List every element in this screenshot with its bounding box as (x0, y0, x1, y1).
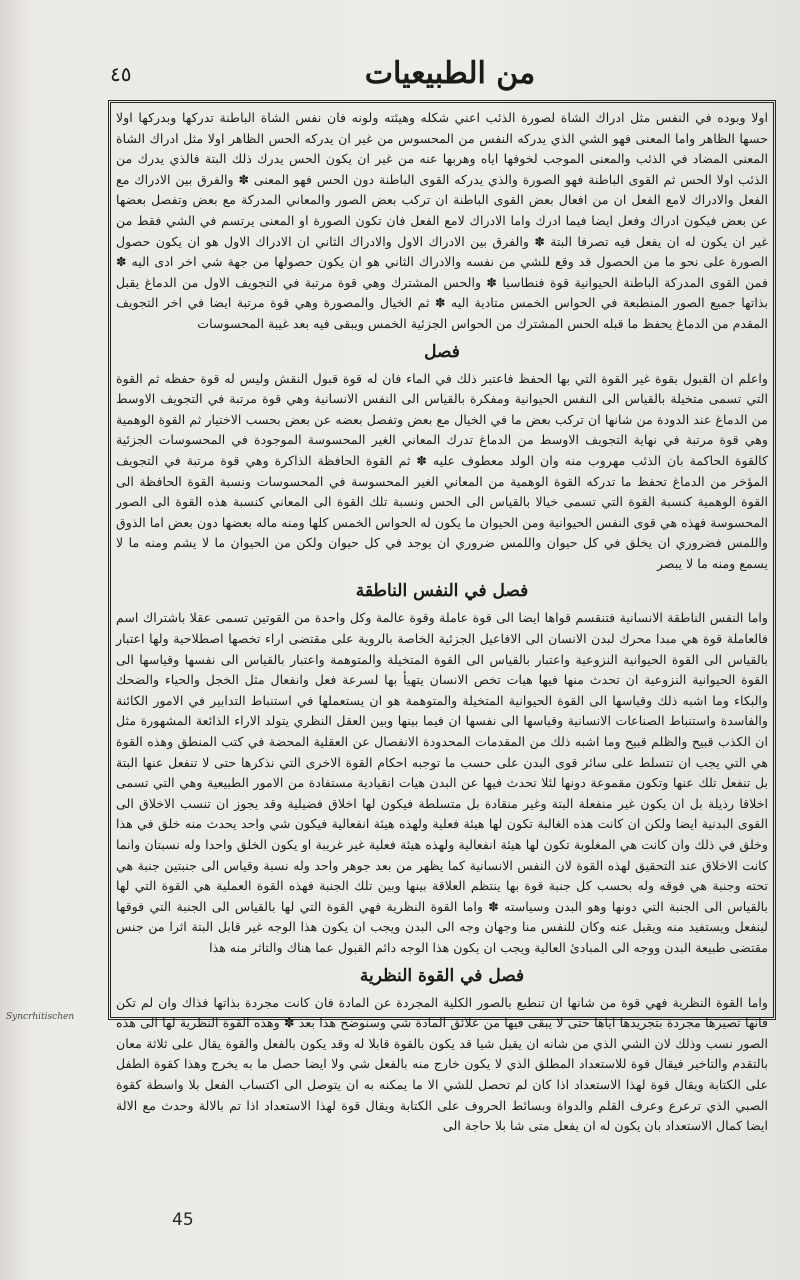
page-number-top: ٤٥ (110, 62, 132, 86)
running-title: من الطبيعيات (364, 56, 536, 91)
section-heading: فصل (424, 341, 460, 362)
main-text (116, 108, 768, 1134)
paragraph: واما القوة النظرية فهي قوة من شانها ان تنطبع بالصور الكلية المجردة عن المادة فان كانت مجردة بذاتها فذاك وان لم تكن فانها تصيرها مجردة بتجريدها اياها حتى لا يبقى فيها من علائق المادة شي وسنوضح هذا بعد ✽ وهذه القوة النظرية لها الى هذه الصور نسب وذلك لان الشي الذي من شانه ان يقبل شيا قد يكون بالقوة قابلا له وقد يكون بالفعل والقوة يقال على ثلاثة معان بالتقدم والتاخير فيقال قوة للاستعداد المطلق الذي لا يكون خارج منه بالفعل شي ولا ايضا حصل ما به يخرج وهذا كقوة الطفل على الكتابة ويقال قوة لهذا الاستعداد اذا كان لم تحصل للشي الا ما يمكنه به ان يتوصل الى اكتساب الفعل بلا واسطة كقوة الصبي الذي ترعرع وعرف القلم والدواة وبسائط الحروف على الكتابة ويقال قوة لهذا الاستعداد اذا تم بالالة وحدث مع الالة ايضا كمال الاستعداد بان يكون له ان يفعل متى شا بلا حاجة الى (116, 994, 768, 1134)
paragraph: واما النفس الناطقة الانسانية فتنقسم قواها ايضا الى قوة عاملة وقوة عالمة وكل واحدة من القوتين تسمى عقلا باشتراك اسم فالعاملة قوة هي مبدا محرك لبدن الانسان الى الافاعيل الجزئية الخاصة بالروية على مقتضى اراء تخصها اصطلاحية ولها اعتبار بالقياس الى القوة الحيوانية النزوعية واعتبار بالقياس الى القوة المتخيلة والمتوهمة واعتبار بالقياس الى نفسها وقياسها الى القوة الحيوانية النزوعية ان تحدث منها فيها هيات تخص الانسان يتهيأ بها لسرعة فعل وانفعال مثل الخجل والحياء والضحك والبكاء وما اشبه ذلك وقياسها الى القوة الحيوانية المتخيلة والمتوهمة هو ان يستعملها في استنباط التدابير في الامور الكائنة والفاسدة واستنباط الصناعات الانسانية وقياسها الى نفسها ان فيما بينها وبين العقل النظري يتولد الاراء الذائعة المشهورة مثل ان الكذب قبيح والظلم قبيح وما اشبه ذلك من المقدمات المحدودة الانفصال عن العقلية المحضة في كتب المنطق وهذه القوة هي التي يجب ان تتسلط على سائر قوى البدن على حسب ما توجبه احكام القوة الاخرى التي نذكرها حتى لا تنفعل عنها البتة بل تنفعل تلك عنها وتكون مقموعة دونها لئلا تحدث فيها عن البدن هيات انقيادية مستفادة من الامور الطبيعية وهي التي تسمى اخلاقا رذيلة بل ان يكون غير منفعلة البتة وغير منقادة بل متسلطة فيكون لها اخلاق فضيلية وقد يجوز ان تنسب الاخلاق الى القوى البدنية ايضا ولكن ان كانت هذه الغالبة تكون لها هيئة فعلية ولهذه هيئة انفعالية فيكون شي واحد يحدث منه خلق في هذا وخلق في ذلك وان كانت هي المغلوبة تكون لها هيئة انفعالية ولهذه هيئة فعلية غير غريبة او يكون الخلق واحدا وله نسبتان وانما كانت الاخلاق عند التحقيق لهذه القوة لان النفس الانسانية كما يظهر من بعد جوهر واحد وله نسبة وقياس الى جنبتين جنبة هي تحته وجنبة هي فوقه وله بحسب كل جنبة قوة بها ينتظم العلاقة بينها وبين تلك الجنبة فهذه القوة العملية هي القوة التي لها بالقياس الى الجنبة التي دونها وهو البدن وسياسته ✽ واما القوة النظرية فهي القوة التي لها بالقياس الى الجنبة التي فوقها لينفعل ويستفيد منه ويقبل عنه وكان للنفس منا وجهان وجه الى البدن ويجب ان يكون هذا الوجه غير قابل البتة اثرا من جنس مقتضى طبيعة البدن ووجه الى المبادئ العالية ويجب ان يكون هذا الوجه دائم القبول عما هناك والتاثر منه هذا (116, 610, 768, 955)
paragraph: واعلم ان القبول بقوة غير القوة التي بها الحفظ فاعتبر ذلك في الماء فان له قوة قبول النقش وليس له قوة حفظه ثم القوة التي تسمى متخيلة بالقياس الى النفس الحيوانية ومفكرة بالقياس الى النفس الانسانية وهي قوة مرتبة في التجويف الاوسط من الدماغ عند الدودة من شانها ان تركب بعض ما في الخيال مع بعض وتفصل بعضه عن بعض بحسب الاختيار ثم القوة الوهمية وهي قوة مرتبة في نهاية التجويف الاوسط من الدماغ تدرك المعاني الغير المحسوسة الموجودة في المحسوسات الجزئية كالقوة الحاكمة بان الذئب مهروب منه وان الولد معطوف عليه ✽ ثم القوة الحافظة الذاكرة وهي قوة مرتبة في التجويف المؤخر من الدماغ تحفظ ما تدركه القوة الوهمية من المعاني الغير المحسوسة في المحسوسات ونسبة القوة الحافظة الى القوة الوهمية كنسبة القوة التي تسمى خيالا بالقياس الى الحس ونسبة تلك القوة الى المعاني كنسبة هذه القوة الى الصور المحسوسة فهذه هي قوى النفس الحيوانية ومن الحيوان ما يكون له الحواس الخمس كلها ومنه ماله بعضها دون بعض اما الذوق واللمس فضروري ان يخلق في كل حيوان واللمس ضروري ان يوجد في كل حيوان ولكن من الحيوان ما لا يشم ومنه ما لا يسمع ومنه ما لا يبصر (116, 370, 768, 571)
section-heading: فصل في القوة النظرية (359, 965, 525, 986)
page-header (110, 56, 770, 100)
section-heading: فصل في النفس الناطقة (355, 581, 529, 602)
margin-note: Syncrhitischen (6, 1012, 75, 1022)
paragraph: اولا وبوده في النفس مثل ادراك الشاة لصورة الذئب اعني شكله وهيئته ولونه فان نفس الشاة الباطنة تدركها وبدركها اولا حسها الظاهر واما المعنى فهو الشي الذي يدركه النفس من المحسوس من غير ان يدركه الحس الظاهر اولا مثل ادراك الشاة المعنى المضاد في الذئب والمعنى الموجب لخوفها اياه وهربها عنه من غير ان يكون الحس يدرك ذلك البتة فالذي يدرك من الذئب اولا الحس ثم القوى الباطنة فهو الصورة والذي يدركه القوى الباطنة دون الحس فهو المعنى ✽ والفرق بين الادراك مع الفعل والادراك لامع الفعل ان من افعال بعض القوى الباطنة ان تركب بعض الصور والمعاني المدركة مع بعض وتفصل بعضها عن بعض فيكون ادراك وفعل ايضا فيما ادرك واما الادراك لامع الفعل فان تكون الصورة او المعنى يرتسم في الشي فقط من غير ان يكون له ان يفعل فيه تصرفا البتة ✽ والفرق بين الادراك الاول والادراك الثاني ان الادراك الاول هو ان يكون حصول الصورة على نحو ما من الحصول قد وقع للشي من نفسه والادراك الثاني هو ان يكون حصولها من جهة شي اخر ادى اليه ✽ فمن القوى المدركة الباطنة الحيوانية قوة فنطاسيا ✽ والحس المشترك وهي قوة مرتبة في التجويف الاول من الدماغ يقبل بذاتها جميع الصور المنطبعة في الحواس الخمس متادية اليه ✽ ثم الخيال والمصورة وهي قوة مرتبة ايضا في اخر التجويف المقدم من الدماغ يحفظ ما قبله الحس المشترك من الحواس الجزئية الخمس ويبقى فيه بعد غيبة المحسوسات (116, 110, 768, 331)
page-number-bottom: 45 (172, 1210, 194, 1230)
